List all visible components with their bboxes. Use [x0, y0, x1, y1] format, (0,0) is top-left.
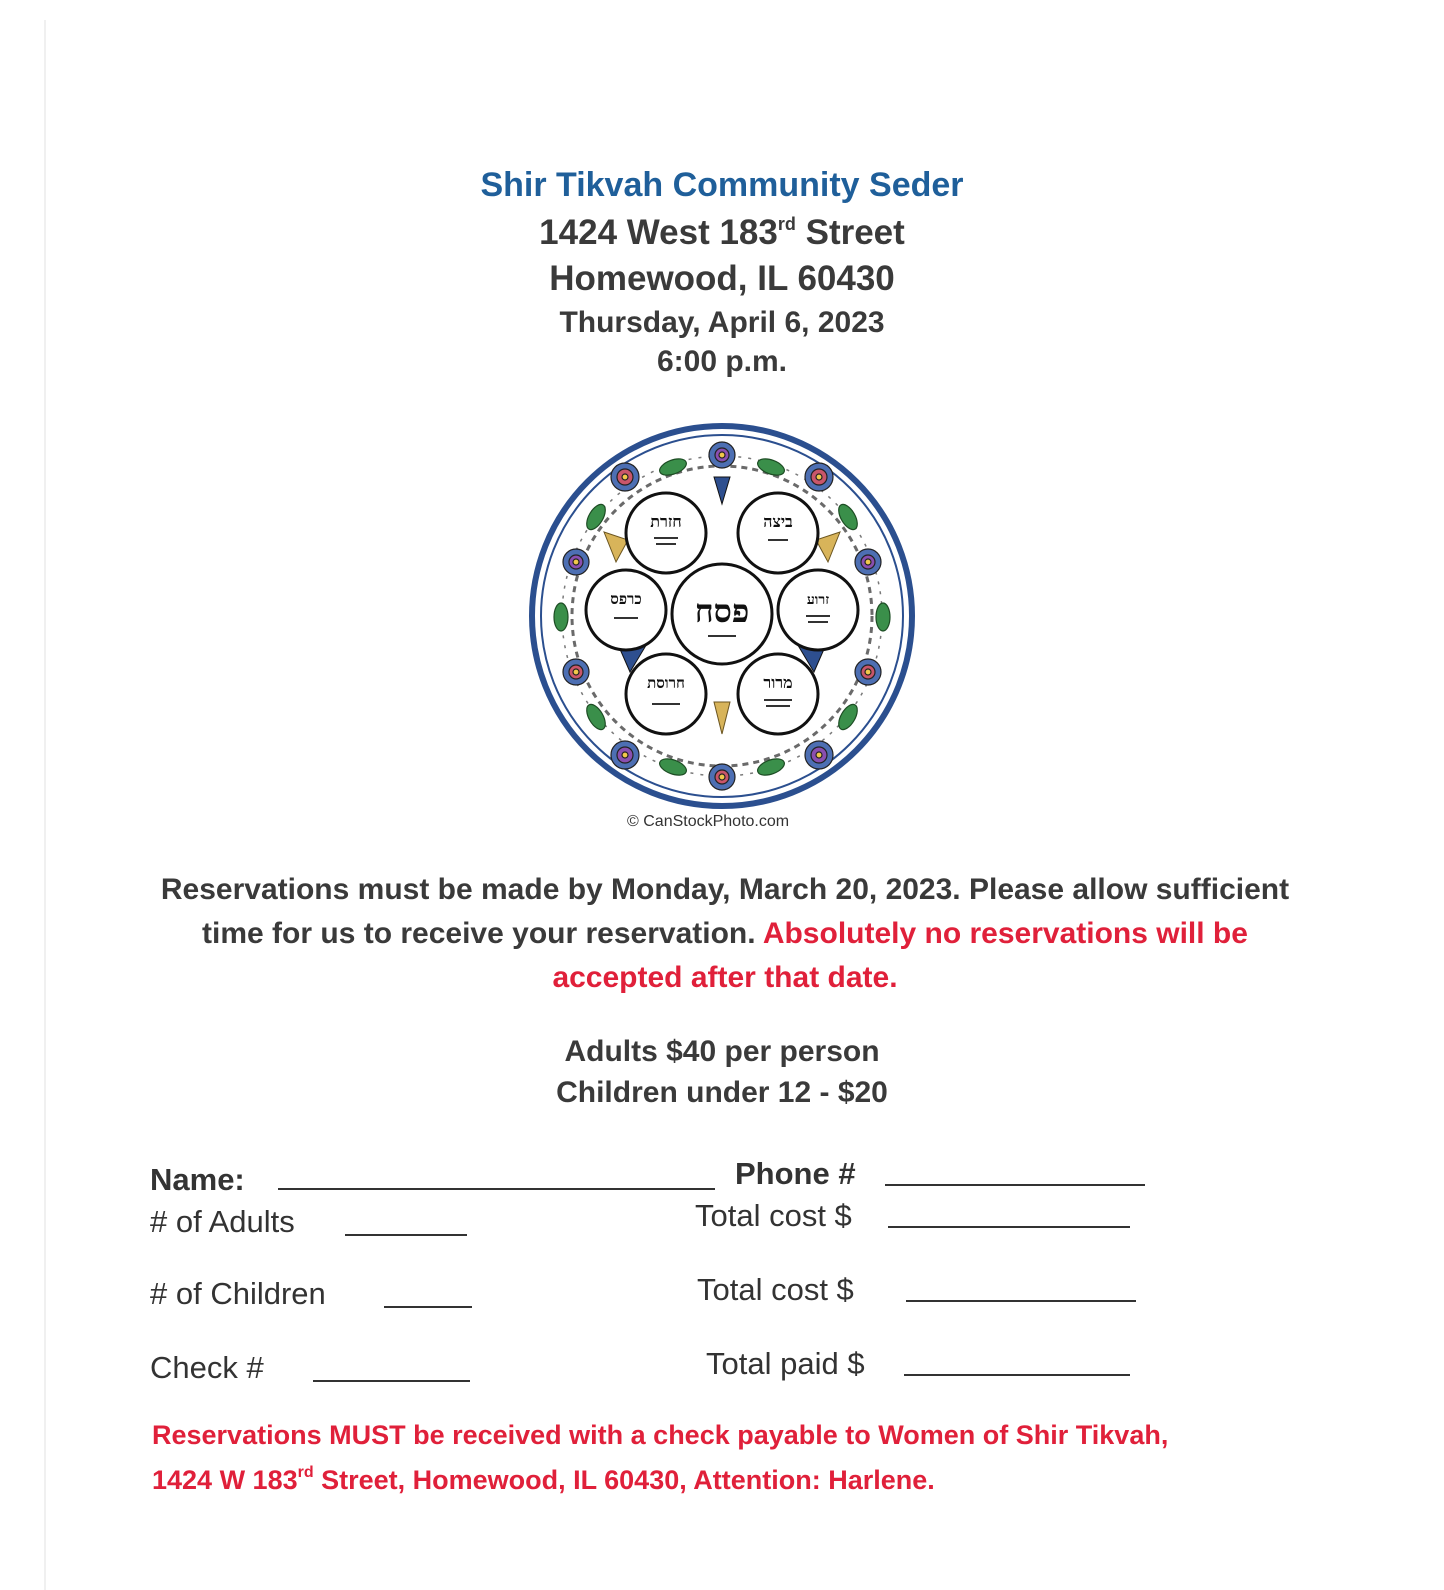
deadline-warning: Absolutely no reservations will be accepted after that date.: [552, 917, 1248, 994]
payment-instructions-line1: Reservations MUST be received with a check payable to Women of Shir Tikvah,: [152, 1420, 1169, 1450]
plate-label-maror: מרור: [763, 673, 793, 692]
phone-line[interactable]: [885, 1184, 1145, 1186]
total-paid-line[interactable]: [904, 1374, 1130, 1376]
check-number-label: Check #: [150, 1350, 264, 1385]
payment-instructions-line2: 1424 W 183rd Street, Homewood, IL 60430, Attention: Harlene.: [152, 1464, 935, 1495]
phone-label: Phone #: [735, 1156, 856, 1191]
children-total-cost-line[interactable]: [906, 1300, 1136, 1302]
total-paid-label: Total paid $: [706, 1346, 865, 1381]
event-date: Thursday, April 6, 2023: [559, 306, 885, 339]
seder-plate-image: [528, 422, 916, 810]
event-title: Shir Tikvah Community Seder: [480, 166, 964, 204]
plate-label-beitzah: ביצה: [763, 512, 793, 531]
adults-count-label: # of Adults: [150, 1204, 295, 1239]
adults-count-line[interactable]: [345, 1234, 467, 1236]
reservation-notice: Reservations must be made by Monday, March 20, 2023. Please allow sufficient time for us to receive your reservation. Absolutely no reservations will be accepted after that date.: [160, 873, 1290, 994]
adults-total-cost-line[interactable]: [888, 1226, 1130, 1228]
child-price: Children under 12 - $20: [556, 1076, 888, 1109]
plate-label-charoset: חרוסת: [647, 674, 685, 692]
name-label: Name:: [150, 1162, 245, 1197]
payment-instructions: [152, 1416, 1352, 1499]
plate-label-chazeret: חזרת: [650, 512, 682, 531]
event-time: 6:00 p.m.: [656, 345, 788, 378]
plate-label-karpas: כרפס: [610, 590, 642, 608]
adults-total-cost-label: Total cost $: [695, 1198, 852, 1233]
check-number-line[interactable]: [313, 1380, 470, 1382]
children-count-line[interactable]: [384, 1306, 472, 1308]
address-street: 1424 West 183rd Street: [539, 213, 905, 252]
children-count-label: # of Children: [150, 1276, 326, 1311]
adult-price: Adults $40 per person: [564, 1035, 880, 1068]
page-edge: [44, 20, 46, 1590]
plate-label-zeroa: זרוע: [806, 592, 830, 608]
image-credit: © CanStockPhoto.com: [627, 813, 790, 830]
plate-center-text: פסח: [694, 592, 750, 630]
address-city: Homewood, IL 60430: [549, 259, 895, 298]
name-line[interactable]: [278, 1188, 715, 1190]
children-total-cost-label: Total cost $: [697, 1272, 854, 1307]
